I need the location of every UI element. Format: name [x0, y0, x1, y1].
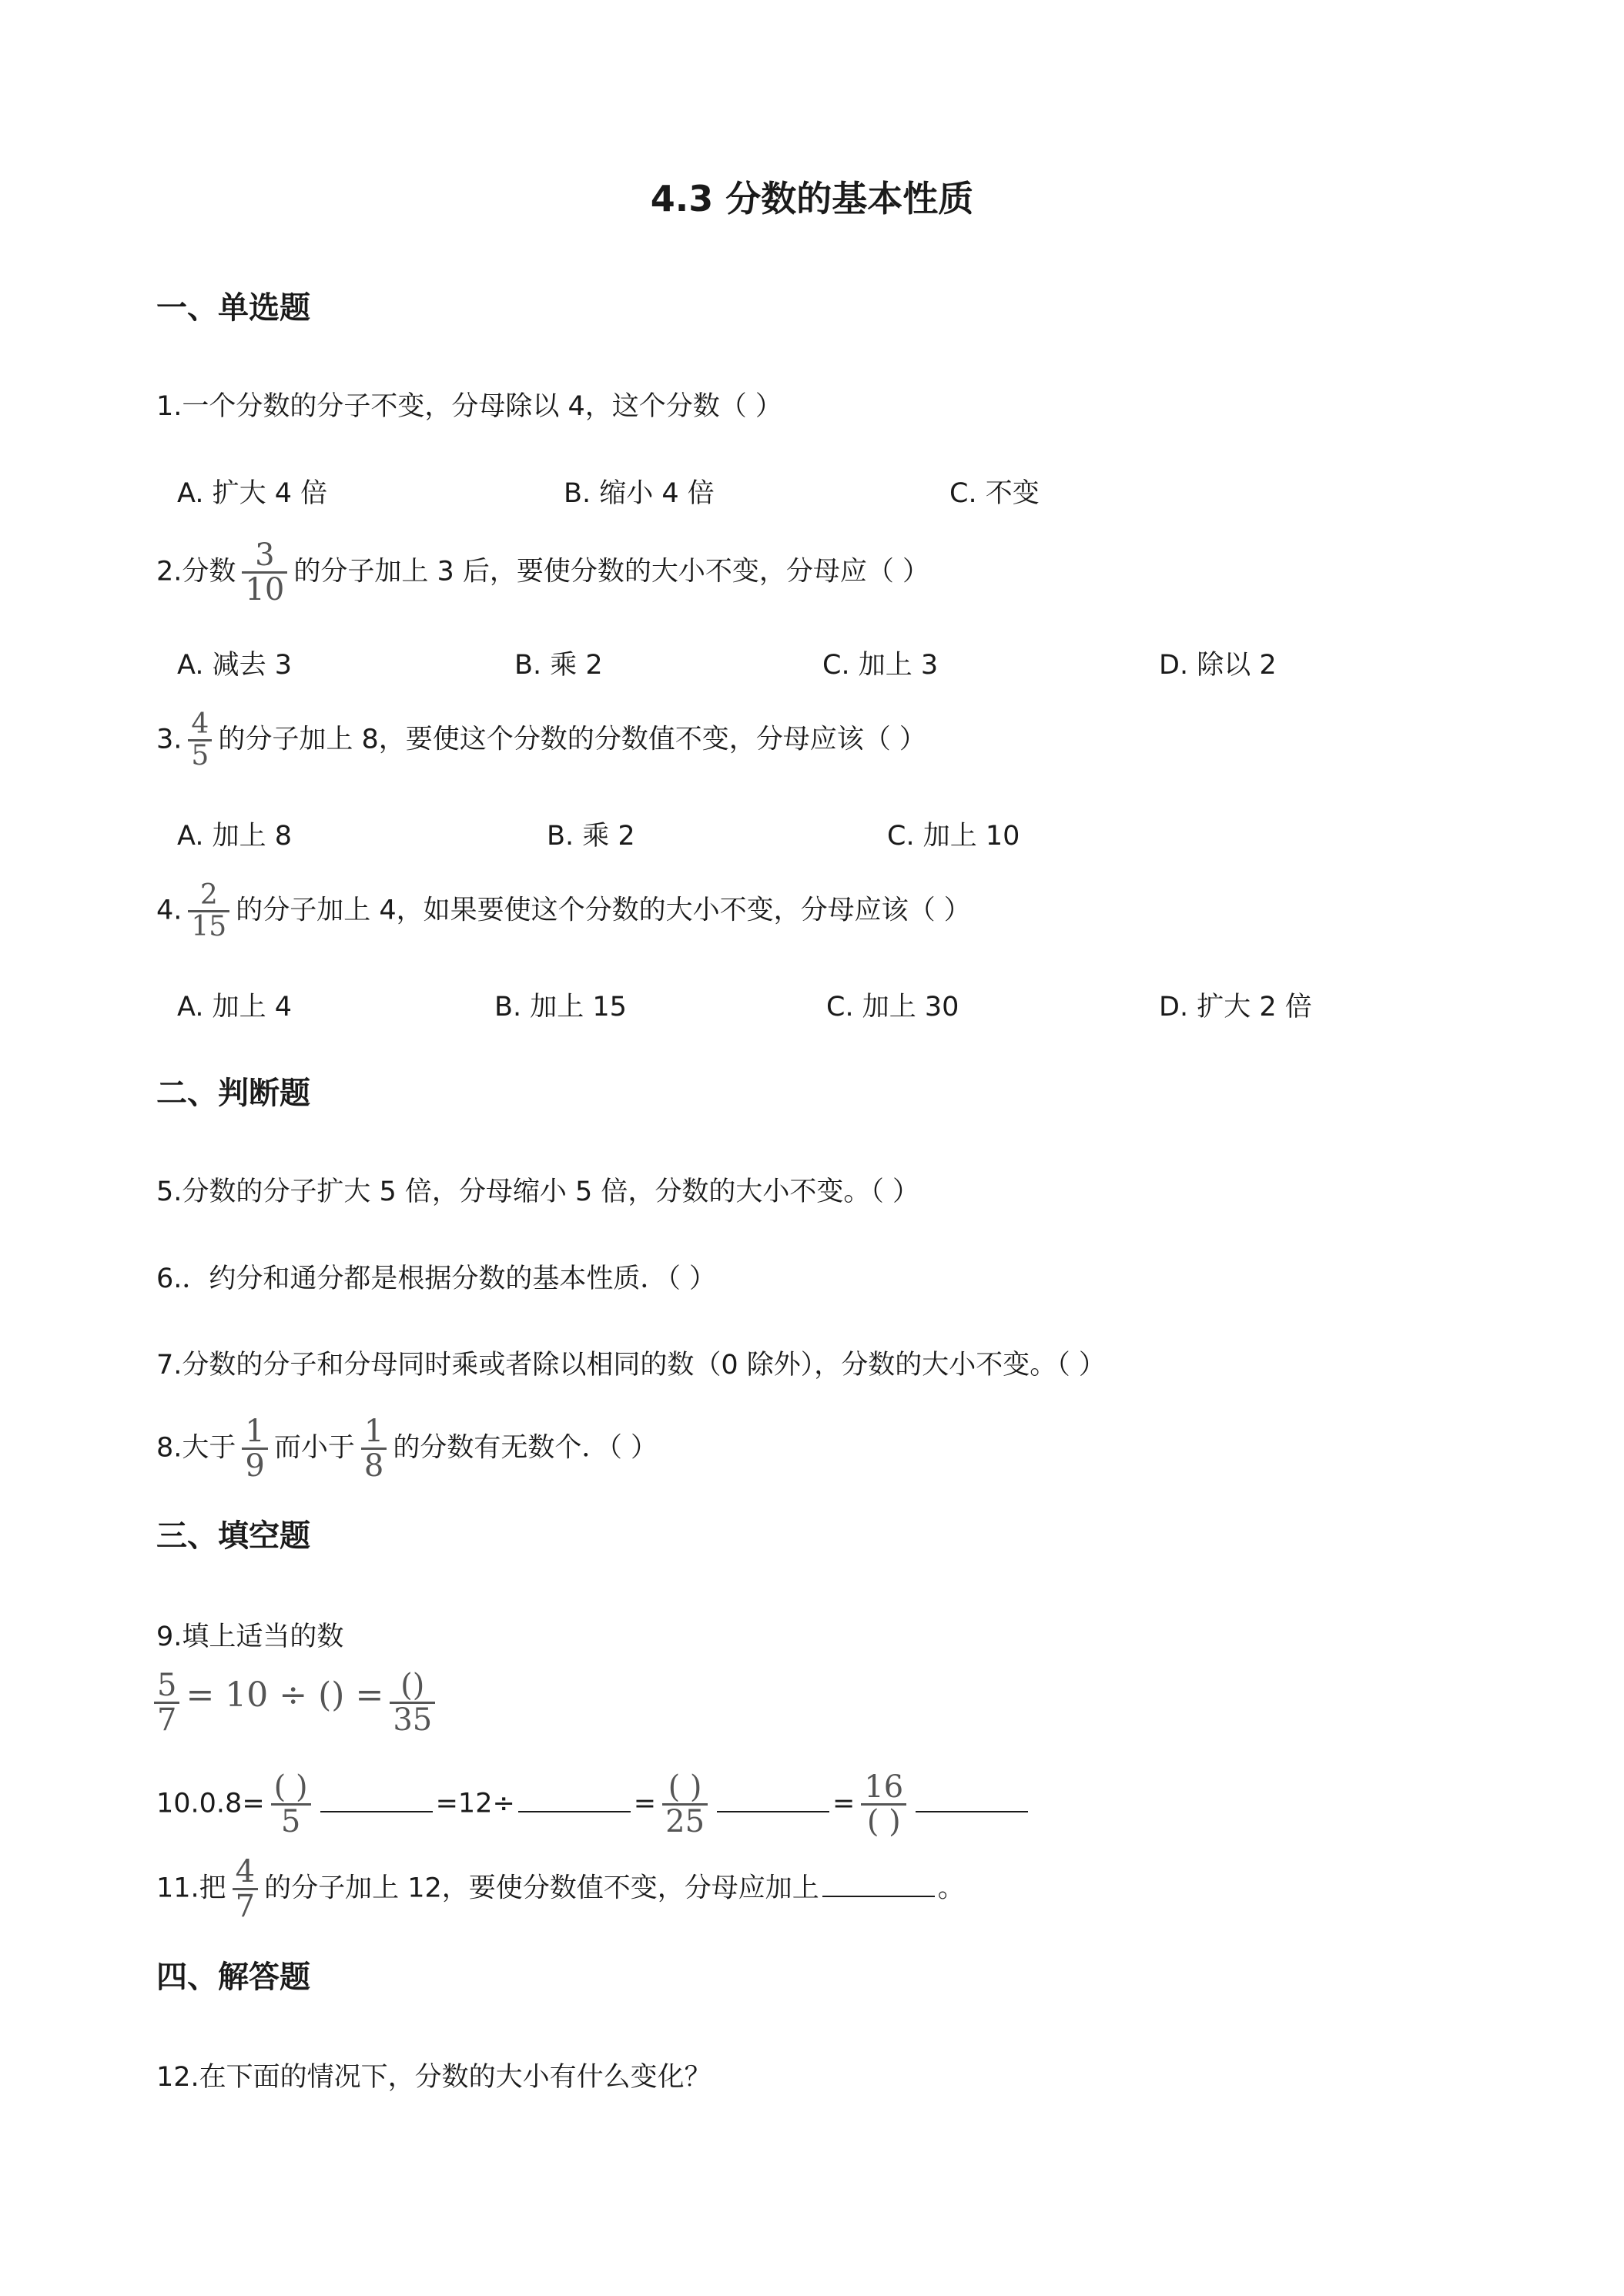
fraction-blank-25: ( ) 25 [662, 1771, 708, 1838]
fraction-5-7: $\frac{5}{7}$ [154, 1669, 179, 1736]
fraction-16-blank: 16 ( ) [861, 1771, 906, 1838]
q2-option-a: A. 减去 3 [177, 650, 292, 681]
q4-option-d: D. 扩大 2 倍 [1159, 992, 1312, 1022]
section-heading-single-choice: 一、单选题 [156, 290, 310, 326]
question-1: 1.一个分数的分子不变，分母除以 4，这个分数（ ） [156, 391, 782, 422]
question-8: 8.大于 $\frac{1}{9}$ 而小于 $\frac{1}{8}$ 的分数有无数个．（ ） [156, 1414, 658, 1484]
blank-1[interactable] [320, 1788, 433, 1812]
q3-option-c: C. 加上 10 [887, 821, 1020, 852]
blank-3[interactable] [717, 1788, 829, 1812]
fraction-blank-5: ( ) 5 [271, 1771, 311, 1838]
section-heading-fill-blank: 三、填空题 [156, 1518, 310, 1554]
q4-option-a: A. 加上 4 [177, 992, 292, 1022]
fraction-blank-35: () 35 [390, 1669, 435, 1736]
question-7: 7.分数的分子和分母同时乘或者除以相同的数（0 除外），分数的大小不变。（ ） [156, 1350, 1106, 1381]
fraction-4-7: $\frac{4}{7}$ [233, 1856, 258, 1923]
q1-option-a: A. 扩大 4 倍 [177, 478, 328, 509]
section-heading-true-false: 二、判断题 [156, 1076, 310, 1111]
fraction-2-15: $\frac{2}{15}$ [188, 881, 229, 942]
q2-option-d: D. 除以 2 [1159, 650, 1277, 681]
question-6: 6.．约分和通分都是根据分数的基本性质．（ ） [156, 1263, 717, 1294]
q1-option-b: B. 缩小 4 倍 [564, 478, 715, 509]
q9-equation: $\frac{5}{7}$ = 10 ÷ () = () 35 [154, 1669, 441, 1736]
blank-4[interactable] [916, 1788, 1028, 1812]
blank-answer[interactable] [822, 1873, 935, 1897]
q3-option-a: A. 加上 8 [177, 821, 292, 852]
q4-option-b: B. 加上 15 [494, 992, 627, 1022]
fraction-1-8: $\frac{1}{8}$ [361, 1415, 387, 1482]
section-heading-answer: 四、解答题 [156, 1960, 310, 1995]
q3-option-b: B. 乘 2 [547, 821, 635, 852]
fraction-3-10: $\frac{3}{10}$ [242, 539, 287, 606]
question-9: 9.填上适当的数 [156, 1622, 344, 1652]
fraction-4-5: $\frac{4}{5}$ [188, 710, 212, 771]
q2-option-c: C. 加上 3 [822, 650, 939, 681]
fraction-1-9: $\frac{1}{9}$ [242, 1415, 267, 1482]
question-11: 11.把 $\frac{4}{7}$ 的分子加上 12，要使分数值不变，分母应加上 。 [156, 1854, 965, 1924]
question-5: 5.分数的分子扩大 5 倍，分母缩小 5 倍，分数的大小不变。（ ） [156, 1176, 920, 1207]
q1-option-c: C. 不变 [949, 478, 1040, 509]
question-2: 2.分数 $\frac{3}{10}$ 的分子加上 3 后，要使分数的大小不变，分母应（ ） [156, 537, 929, 607]
q4-option-c: C. 加上 30 [826, 992, 959, 1022]
blank-2[interactable] [518, 1788, 631, 1812]
page-title: 4.3 分数的基本性质 [650, 178, 974, 219]
q2-option-b: B. 乘 2 [514, 650, 603, 681]
question-4: 4. $\frac{2}{15}$ 的分子加上 4，如果要使这个分数的大小不变，分母应该（ ） [156, 879, 971, 942]
question-3: 3. $\frac{4}{5}$ 的分子加上 8，要使这个分数的分数值不变，分母应该（ ） [156, 708, 926, 771]
question-10: 10.0.8= ( ) 5 =12÷ = ( ) 25 = 16 ( ) [156, 1771, 1031, 1838]
question-12: 12.在下面的情况下，分数的大小有什么变化？ [156, 2062, 712, 2093]
